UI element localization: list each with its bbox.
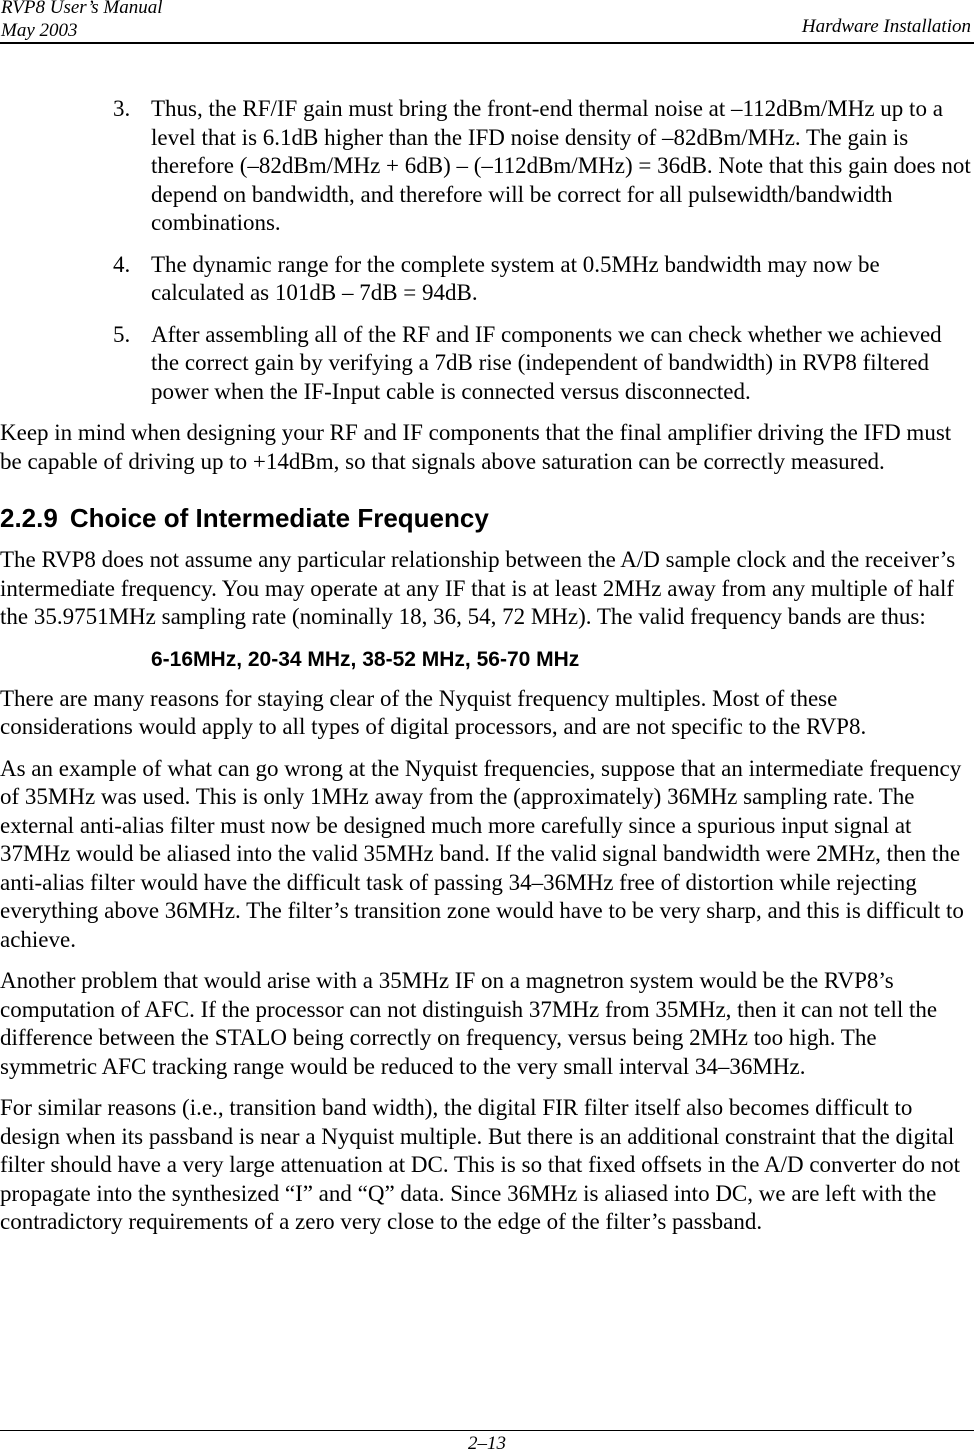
step-number: 4. bbox=[113, 251, 131, 277]
paragraph-intro: The RVP8 does not assume any particular relationship between the A/D sample clock and the receiver’s intermediate frequency. You may operate at any IF that is at least 2MHz away from any multiple of half the 35.9751MHz sampling rate (nominally 18, 36, 54, 72 MHz). The valid frequency bands are thus: bbox=[0, 547, 956, 629]
header-rule bbox=[0, 42, 974, 44]
valid-frequency-bands: 6-16MHz, 20-34 MHz, 38-52 MHz, 56-70 MHz bbox=[151, 647, 580, 671]
list-item bbox=[0, 321, 972, 407]
numbered-steps bbox=[0, 95, 972, 406]
section-number: 2.2.9 bbox=[0, 503, 58, 533]
manual-date: May 2003 bbox=[1, 20, 78, 41]
list-item bbox=[0, 251, 972, 308]
section-title: Choice of Intermediate Frequency bbox=[69, 503, 489, 533]
page-header bbox=[0, 0, 974, 44]
page-body bbox=[0, 95, 972, 1250]
step-text: Thus, the RF/IF gain must bring the front-end thermal noise at –112dBm/MHz up to a level that is 6.1dB higher than the IFD noise density of –82dBm/MHz. The gain is therefore (–82dBm/MHz + 6dB) – (–112dBm/MHz) = 36dB. Note that this gain does not depend on bandwidth, and therefore will be correct for all pulsewidth/bandwidth combinations. bbox=[151, 96, 971, 235]
paragraph-keep-in-mind: Keep in mind when designing your RF and IF components that the final amplifier driving the IFD must be capable of driving up to +14dBm, so that signals above saturation can be correctly measured. bbox=[0, 420, 952, 474]
manual-title bbox=[1, 0, 163, 42]
step-text: The dynamic range for the complete system at 0.5MHz bandwidth may now be calculated as 101dB – 7dB = 94dB. bbox=[151, 251, 880, 305]
paragraph-reasons: There are many reasons for staying clear of the Nyquist frequency multiples. Most of these considerations would apply to all types of digital processors, and are not specific to the RVP8. bbox=[0, 685, 867, 739]
step-number: 5. bbox=[113, 321, 131, 347]
step-number: 3. bbox=[113, 96, 131, 121]
manual-name: RVP8 User’s Manual bbox=[1, 0, 163, 18]
paragraph-afc: Another problem that would arise with a 35MHz IF on a magnetron system would be the RVP8’s computation of AFC. If the processor can not distinguish 37MHz from 35MHz, then it can not tell the difference between the STALO being correctly on frequency, versus being 2MHz too high. The symmetric AFC tracking range would be reduced to the very small interval 34–36MHz. bbox=[0, 968, 938, 1079]
page-number: 2–13 bbox=[468, 1433, 506, 1454]
step-text: After assembling all of the RF and IF components we can check whether we achieved the correct gain by verifying a 7dB rise (independent of bandwidth) in RVP8 filtered power when the IF-Input cable is connected versus disconnected. bbox=[151, 321, 942, 404]
section-heading bbox=[0, 502, 972, 534]
footer-rule bbox=[0, 1430, 974, 1431]
paragraph-example: As an example of what can go wrong at the Nyquist frequencies, suppose that an intermediate frequency of 35MHz was used. This is only 1MHz away from the (approximately) 36MHz sampling rate. The external anti-alias filter must now be designed much more carefully since a spurious input signal at 37MHz would be aliased into the valid 35MHz band. If the valid signal bandwidth were 2MHz, then the anti-alias filter would have the difficult task of passing 34–36MHz free of distortion while rejecting everything above 36MHz. The filter’s transition zone would have to be very sharp, and this is difficult to achieve. bbox=[0, 755, 964, 952]
paragraph-fir: For similar reasons (i.e., transition band width), the digital FIR filter itself also becomes difficult to design when its passband is near a Nyquist multiple. But there is an additional constraint that the digital filter should have a very large attenuation at DC. This is so that fixed offsets in the A/D converter do not propagate into the synthesized “I” and “Q” data. Since 36MHz is aliased into DC, we are left with the contradictory requirements of a zero very close to the edge of the filter’s passband. bbox=[0, 1095, 961, 1234]
chapter-title: Hardware Installation bbox=[801, 16, 971, 37]
list-item bbox=[0, 95, 972, 238]
